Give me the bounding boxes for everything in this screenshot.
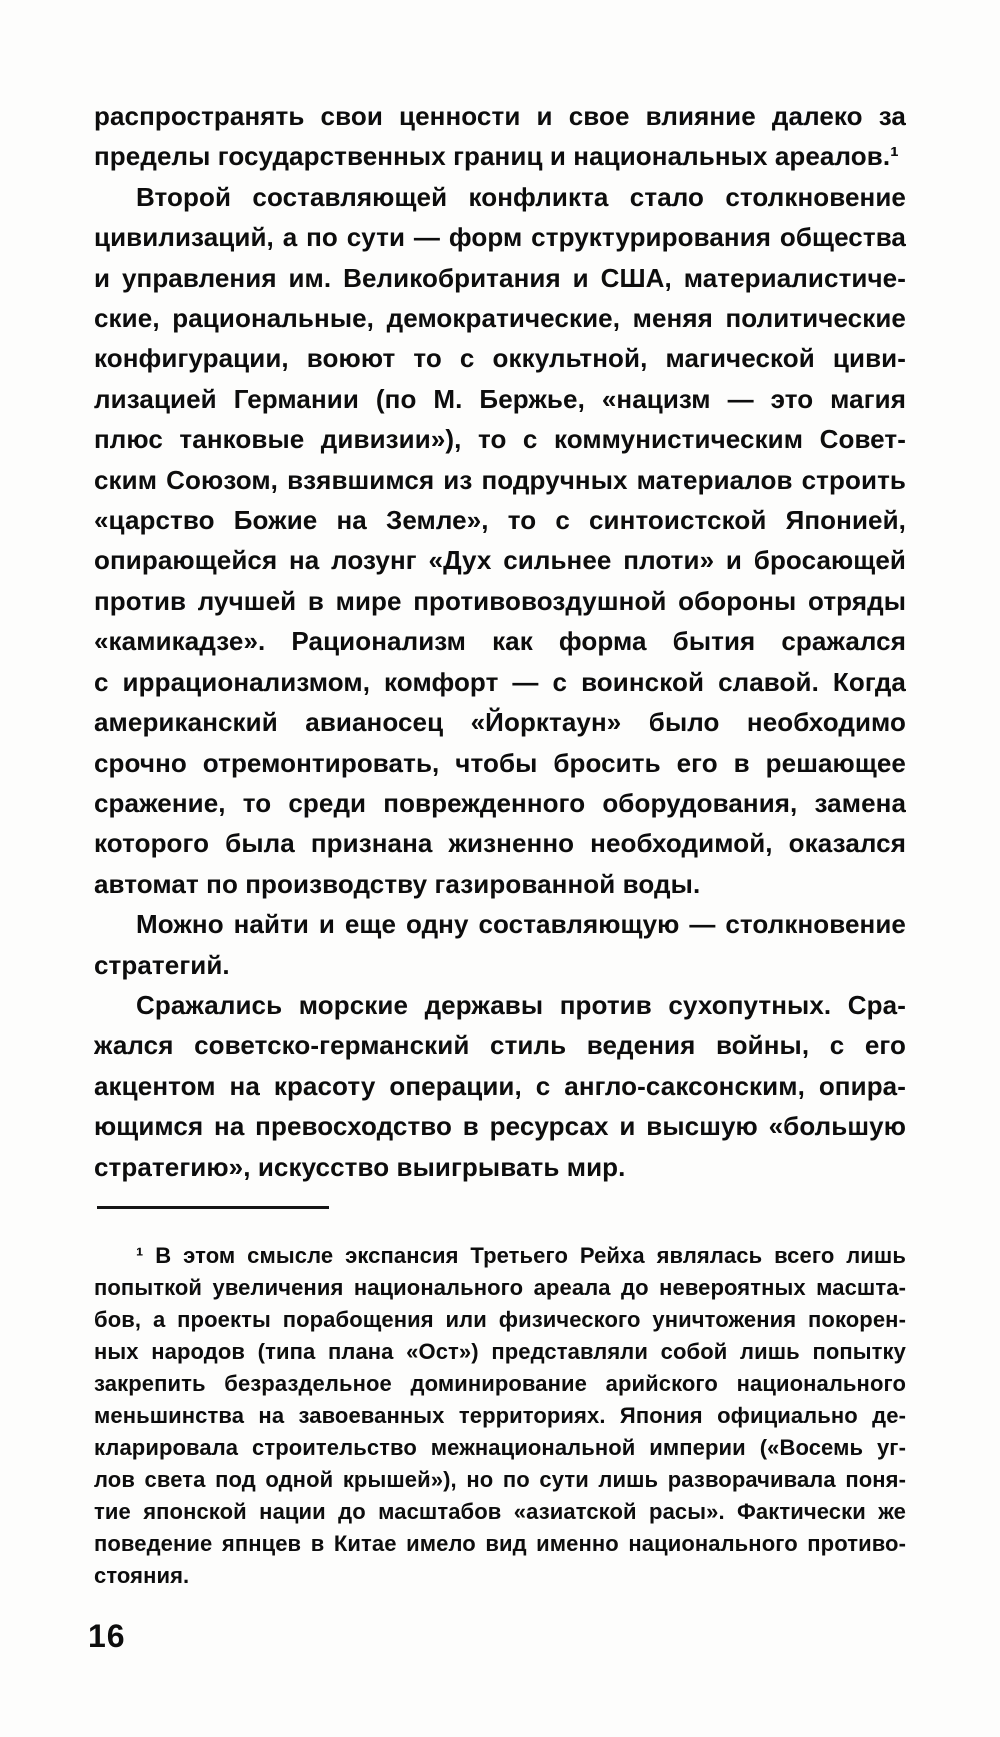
- footnote-separator-rule: [97, 1206, 329, 1209]
- text-line: лов света под одной крышей»), но по сути лишь разворачивала поня-: [94, 1467, 906, 1492]
- text-line: опирающейся на лозунг «Дух сильнее плоти» и бросающей: [94, 545, 906, 576]
- text-line: бов, а проекты порабощения или физического уничтожения покорен-: [94, 1307, 906, 1332]
- text-line: Сражались морские державы против сухопутных. Сра-: [136, 989, 906, 1020]
- text-line: распространять свои ценности и свое влияние далеко за: [94, 101, 906, 131]
- text-line: срочно отремонтировать, чтобы бросить его в решающее: [94, 747, 906, 778]
- text-line: лизацией Германии (по М. Бержье, «нацизм — это магия: [94, 383, 906, 414]
- text-line: попыткой увеличения национального ареала до невероятных масшта-: [94, 1275, 906, 1300]
- text-line: закрепить безраздельное доминирование арийского национального: [94, 1371, 906, 1396]
- body-text: [94, 96, 906, 1187]
- paragraph: [94, 96, 906, 177]
- text-line: цивилизаций, а по сути — форм структурирования общества: [94, 222, 906, 253]
- text-line: и управления им. Великобритания и США, материалистиче-: [94, 262, 906, 293]
- text-line: американский авианосец «Йорктаун» было необходимо: [94, 707, 906, 738]
- text-line: «камикадзе». Рационализм как форма бытия сражался: [94, 626, 906, 657]
- text-line: сражение, то среди поврежденного оборудования, замена: [94, 787, 906, 818]
- text-line: ¹ В этом смысле экспансия Третьего Рейха являлась всего лишь: [136, 1243, 906, 1268]
- text-line: с иррационализмом, комфорт — с воинской славой. Когда: [94, 666, 906, 697]
- paragraph: [94, 1240, 906, 1592]
- text-line: пределы государственных границ и национальных ареалов.¹: [94, 141, 899, 172]
- text-line: конфигурации, воюют то с оккультной, магической циви-: [94, 343, 906, 374]
- text-line: жался советско-германский стиль ведения войны, с его: [94, 1030, 906, 1061]
- text-line: акцентом на красоту операции, с англо-саксонским, опира-: [94, 1070, 906, 1101]
- page-number: 16: [88, 1618, 126, 1654]
- text-line: ским Союзом, взявшимся из подручных материалов строить: [94, 464, 906, 495]
- text-line: Можно найти и еще одну составляющую — столкновение: [136, 909, 906, 940]
- text-line: поведение япнцев в Китае имело вид именно национального противо-: [94, 1531, 906, 1556]
- text-line: меньшинства на завоеванных территориях. Япония официально де-: [94, 1403, 906, 1428]
- text-line: ющимся на превосходство в ресурсах и высшую «большую: [94, 1111, 906, 1142]
- text-line: стояния.: [94, 1563, 190, 1588]
- text-line: ские, рациональные, демократические, меняя политические: [94, 303, 906, 334]
- text-line: кларировала строительство межнациональной империи («Восемь уг-: [94, 1435, 906, 1460]
- text-line: стратегию», искусство выигрывать мир.: [94, 1151, 626, 1182]
- paragraph: [94, 904, 906, 985]
- footnote-text: [94, 1240, 906, 1592]
- text-line: автомат по производству газированной воды.: [94, 868, 701, 899]
- text-line: «царство Божие на Земле», то с синтоистской Японией,: [94, 505, 906, 536]
- text-line: тие японской нации до масштабов «азиатской расы». Фактически же: [94, 1499, 906, 1524]
- paragraph: [94, 985, 906, 1187]
- text-line: Второй составляющей конфликта стало столкновение: [136, 181, 906, 212]
- text-line: стратегий.: [94, 949, 230, 980]
- text-line: плюс танковые дивизии»), то с коммунистическим Совет-: [94, 424, 906, 455]
- text-line: ных народов (типа плана «Ост») представляли собой лишь попытку: [94, 1339, 906, 1364]
- text-line: которого была признана жизненно необходимой, оказался: [94, 828, 906, 859]
- paragraph: [94, 177, 906, 904]
- text-line: против лучшей в мире противовоздушной обороны отряды: [94, 585, 906, 616]
